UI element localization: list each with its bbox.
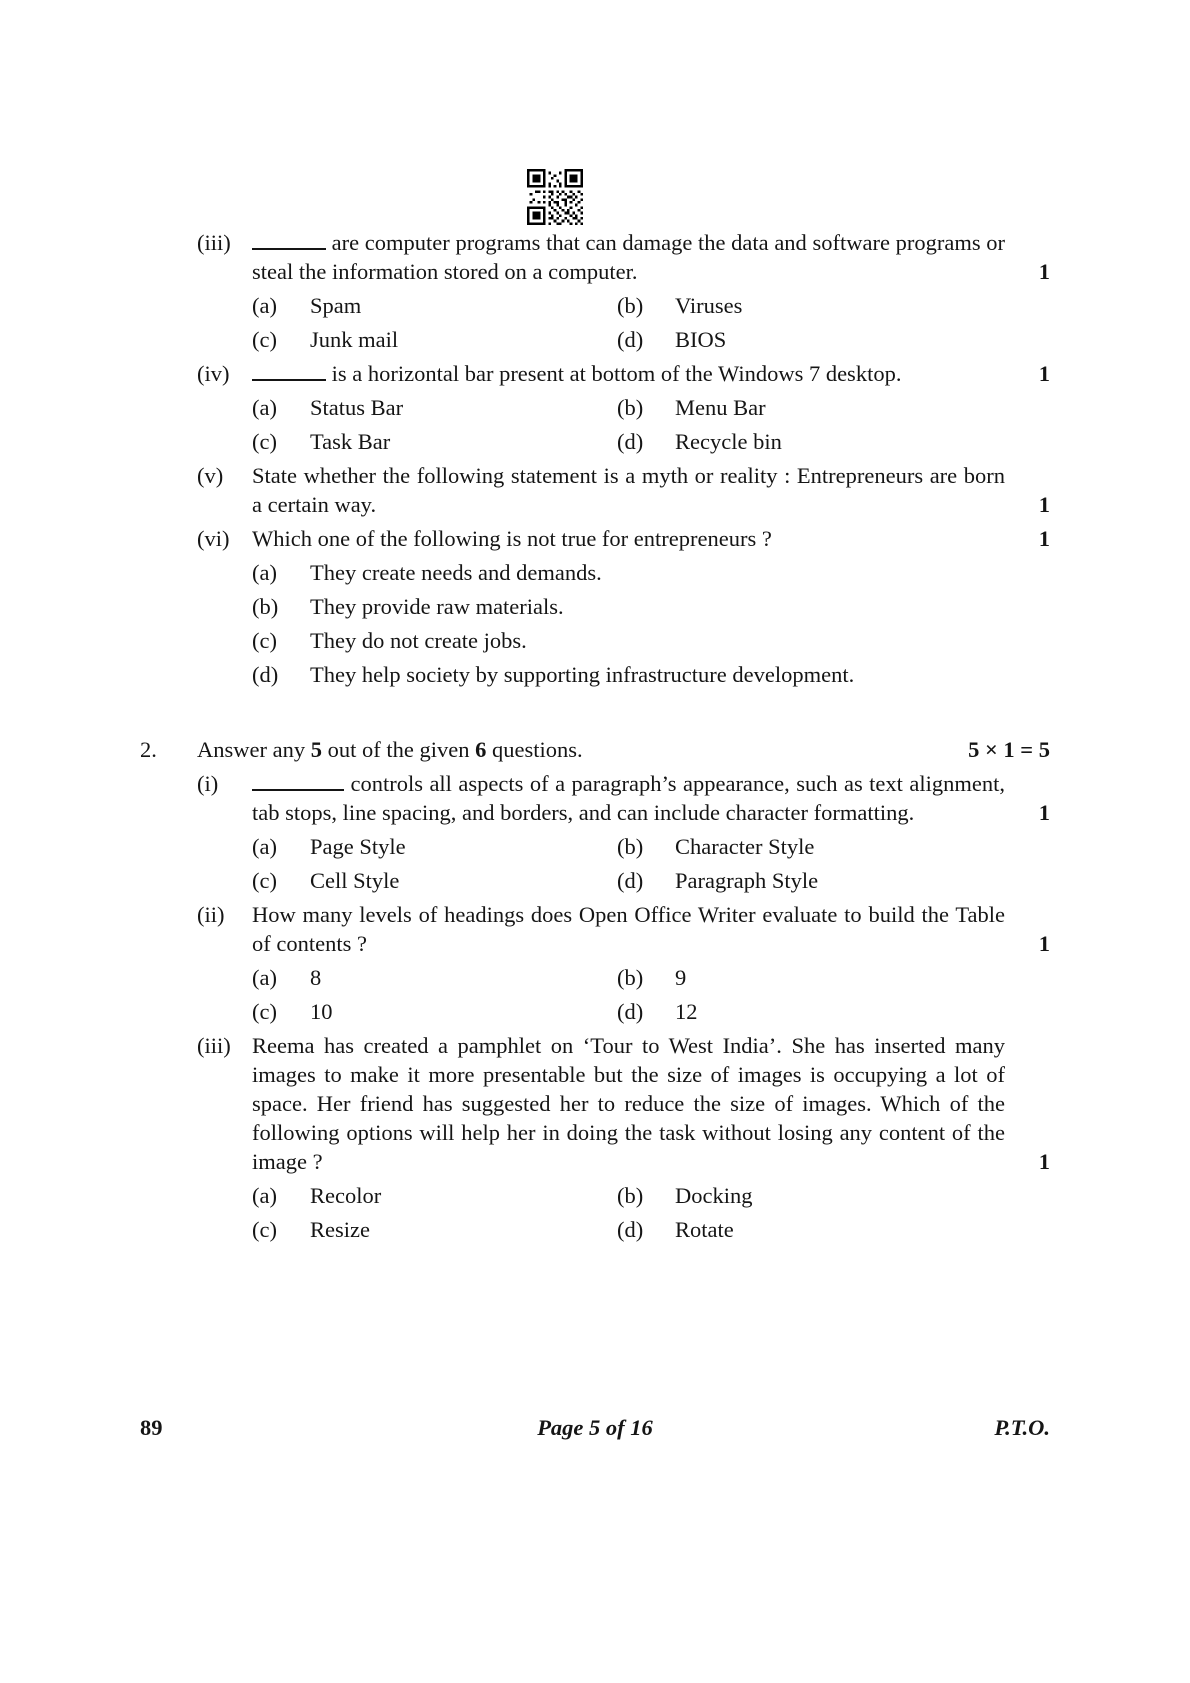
options-grid bbox=[252, 963, 1050, 1026]
option-text: Cell Style bbox=[310, 868, 400, 893]
option-text: Menu Bar bbox=[675, 395, 766, 420]
option-text: Task Bar bbox=[310, 429, 391, 454]
option-c bbox=[252, 997, 617, 1026]
option-b bbox=[617, 832, 814, 861]
question-2-i bbox=[197, 769, 1050, 895]
option-label: (d) bbox=[617, 1217, 644, 1242]
option-text: 10 bbox=[310, 999, 333, 1024]
option-text: Spam bbox=[310, 293, 362, 318]
intro-count: 6 bbox=[475, 737, 487, 762]
option-d bbox=[617, 427, 782, 456]
fill-in-blank bbox=[252, 789, 344, 791]
question-number: (vi) bbox=[197, 526, 230, 551]
fill-in-blank bbox=[252, 379, 326, 381]
options-row bbox=[252, 325, 1050, 354]
option-c bbox=[252, 1215, 617, 1244]
option-text: BIOS bbox=[675, 327, 727, 352]
question-text-body: are computer programs that can damage the data and software programs or steal the information stored on a computer. bbox=[252, 230, 1005, 284]
option-label: (c) bbox=[252, 868, 277, 893]
intro-count: 5 bbox=[310, 737, 322, 762]
fill-in-blank bbox=[252, 248, 326, 250]
options-row bbox=[252, 1181, 1050, 1210]
option-label: (a) bbox=[252, 965, 277, 990]
option-b bbox=[617, 963, 686, 992]
option-label: (b) bbox=[617, 1183, 644, 1208]
page-footer bbox=[140, 1413, 1050, 1442]
question-number: (iii) bbox=[197, 230, 231, 255]
option-a bbox=[252, 291, 617, 320]
pto-label: P.T.O. bbox=[994, 1415, 1050, 1440]
option-text: They do not create jobs. bbox=[310, 628, 527, 653]
options-row bbox=[252, 558, 1050, 587]
option-text: They provide raw materials. bbox=[310, 594, 564, 619]
marks-scheme: 5 × 1 = 5 bbox=[968, 737, 1050, 762]
option-text: Recycle bin bbox=[675, 429, 782, 454]
question-text-body: controls all aspects of a paragraph’s appearance, such as text alignment, tab stops, line spacing, and borders, and can include character formatting. bbox=[252, 771, 1006, 825]
option-text: Docking bbox=[675, 1183, 753, 1208]
option-text: Status Bar bbox=[310, 395, 404, 420]
option-d bbox=[617, 325, 726, 354]
option-text: They create needs and demands. bbox=[310, 560, 602, 585]
option-a bbox=[252, 963, 617, 992]
intro-text: out of the given bbox=[321, 737, 476, 762]
options-grid bbox=[252, 393, 1050, 456]
intro-text: Answer any bbox=[197, 737, 311, 762]
question-1-iii bbox=[197, 228, 1050, 354]
option-label: (b) bbox=[617, 293, 644, 318]
option-label: (d) bbox=[252, 662, 279, 687]
option-label: (d) bbox=[617, 999, 644, 1024]
marks-value: 1 bbox=[1038, 361, 1050, 386]
question-2-header bbox=[140, 735, 1050, 764]
options-row bbox=[252, 291, 1050, 320]
option-label: (a) bbox=[252, 395, 277, 420]
marks-value: 1 bbox=[1038, 800, 1050, 825]
option-b bbox=[617, 1181, 753, 1210]
qr-code-icon bbox=[527, 169, 583, 225]
paper-code: 89 bbox=[140, 1415, 163, 1440]
question-text bbox=[252, 359, 1005, 388]
options-row bbox=[252, 997, 1050, 1026]
question-2-ii bbox=[197, 900, 1050, 1026]
option-label: (d) bbox=[617, 327, 644, 352]
options-row bbox=[252, 866, 1050, 895]
option-a bbox=[252, 832, 617, 861]
questions-area bbox=[140, 223, 1050, 1244]
option-label: (b) bbox=[617, 965, 644, 990]
question-number: (ii) bbox=[197, 902, 225, 927]
option-b bbox=[252, 592, 564, 621]
question-1-iv bbox=[197, 359, 1050, 456]
option-label: (b) bbox=[252, 594, 279, 619]
option-label: (d) bbox=[617, 868, 644, 893]
option-label: (b) bbox=[617, 395, 644, 420]
option-c bbox=[252, 626, 527, 655]
option-text: Junk mail bbox=[310, 327, 399, 352]
option-label: (a) bbox=[252, 560, 277, 585]
options-row bbox=[252, 592, 1050, 621]
option-text: They help society by supporting infrastructure development. bbox=[310, 662, 855, 687]
marks-value: 1 bbox=[1038, 931, 1050, 956]
question-number: (v) bbox=[197, 463, 224, 488]
question-2-iii bbox=[197, 1031, 1050, 1244]
option-a bbox=[252, 1181, 617, 1210]
options-row bbox=[252, 963, 1050, 992]
option-text: Viruses bbox=[675, 293, 743, 318]
options-row bbox=[252, 1215, 1050, 1244]
question-2 bbox=[140, 735, 1050, 1244]
options-row bbox=[252, 393, 1050, 422]
question-text: Reema has created a pamphlet on ‘Tour to West India’. She has inserted many images to make it more presentable but the size of images is occupying a lot of space. Her friend has suggested her to reduce the size of images. Which of the following options will help her in doing the task without losing any content of the image ? bbox=[252, 1033, 1005, 1174]
option-text: 12 bbox=[675, 999, 698, 1024]
option-b bbox=[617, 291, 742, 320]
options-grid bbox=[252, 291, 1050, 354]
question-number: 2. bbox=[140, 737, 157, 762]
marks-value: 1 bbox=[1038, 526, 1050, 551]
option-text: Page Style bbox=[310, 834, 406, 859]
question-text-body: is a horizontal bar present at bottom of the Windows 7 desktop. bbox=[331, 361, 902, 386]
option-text: Character Style bbox=[675, 834, 815, 859]
option-text: Paragraph Style bbox=[675, 868, 819, 893]
option-label: (a) bbox=[252, 1183, 277, 1208]
option-label: (c) bbox=[252, 327, 277, 352]
question-text: How many levels of headings does Open Office Writer evaluate to build the Table of contents ? bbox=[252, 902, 1005, 956]
option-label: (d) bbox=[617, 429, 644, 454]
question-intro bbox=[197, 735, 968, 764]
option-text: Recolor bbox=[310, 1183, 382, 1208]
marks-value: 1 bbox=[1038, 259, 1050, 284]
option-label: (c) bbox=[252, 429, 277, 454]
option-label: (b) bbox=[617, 834, 644, 859]
option-d bbox=[617, 866, 818, 895]
option-b bbox=[617, 393, 766, 422]
option-text: 8 bbox=[310, 965, 322, 990]
options-row bbox=[252, 832, 1050, 861]
option-d bbox=[617, 1215, 734, 1244]
option-d bbox=[617, 997, 698, 1026]
question-number: (i) bbox=[197, 771, 219, 796]
option-text: 9 bbox=[675, 965, 687, 990]
options-grid bbox=[252, 832, 1050, 895]
option-a bbox=[252, 393, 617, 422]
question-text bbox=[252, 769, 1005, 827]
option-label: (c) bbox=[252, 999, 277, 1024]
options-grid bbox=[252, 1181, 1050, 1244]
question-text bbox=[252, 228, 1005, 286]
options-row bbox=[252, 660, 1050, 689]
question-text: State whether the following statement is a myth or reality : Entrepreneurs are born a certain way. bbox=[252, 463, 1005, 517]
page-number: Page 5 of 16 bbox=[537, 1415, 653, 1440]
question-1-vi bbox=[197, 524, 1050, 689]
marks-value: 1 bbox=[1038, 492, 1050, 517]
options-row bbox=[252, 626, 1050, 655]
option-a bbox=[252, 558, 602, 587]
option-label: (a) bbox=[252, 834, 277, 859]
options-list bbox=[252, 558, 1050, 689]
option-c bbox=[252, 866, 617, 895]
option-c bbox=[252, 325, 617, 354]
intro-text: questions. bbox=[486, 737, 583, 762]
question-number: (iv) bbox=[197, 361, 230, 386]
marks-value: 1 bbox=[1038, 1149, 1050, 1174]
option-label: (c) bbox=[252, 628, 277, 653]
option-label: (a) bbox=[252, 293, 277, 318]
option-text: Rotate bbox=[675, 1217, 734, 1242]
option-c bbox=[252, 427, 617, 456]
option-label: (c) bbox=[252, 1217, 277, 1242]
question-1-v bbox=[197, 461, 1050, 519]
question-text: Which one of the following is not true for entrepreneurs ? bbox=[252, 526, 772, 551]
option-text: Resize bbox=[310, 1217, 370, 1242]
option-d bbox=[252, 660, 854, 689]
question-number: (iii) bbox=[197, 1033, 231, 1058]
options-row bbox=[252, 427, 1050, 456]
